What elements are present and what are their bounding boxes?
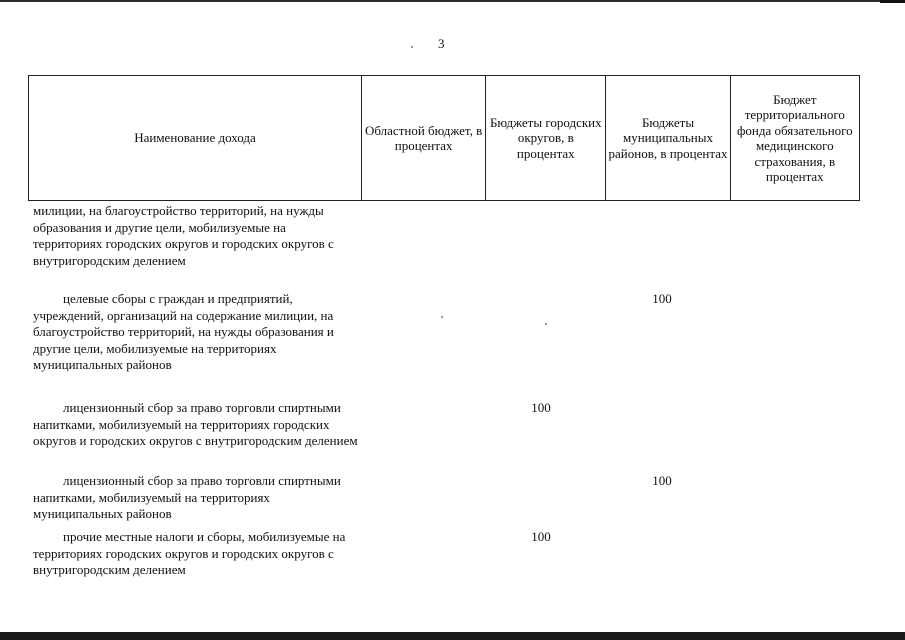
table-row	[33, 291, 358, 374]
table-row	[33, 473, 358, 523]
table-row	[33, 400, 358, 450]
scan-speck	[411, 46, 413, 48]
header-income-name: Наименование дохода	[29, 76, 362, 201]
income-name: лицензионный сбор за право торговли спиртными напитками, мобилизуемый на территориях городских округов и городских округов с внутригородским делением	[33, 400, 358, 448]
scan-edge-top-corner	[880, 0, 905, 3]
scan-edge-bottom	[0, 632, 905, 640]
header-row	[29, 76, 860, 201]
income-name: лицензионный сбор за право торговли спиртными напитками, мобилизуемый на территориях муниципальных районов	[33, 473, 341, 521]
income-name: милиции, на благоустройство территорий, на нужды образования и другие цели, мобилизуемые на территориях городских округов и городских округов с внутригородским делением	[33, 203, 334, 268]
city-value: 100	[531, 529, 551, 544]
scan-speck	[545, 323, 547, 325]
header-regional-budget: Областной бюджет, в процентах	[362, 76, 486, 201]
header-medical-insurance-fund: Бюджет территориального фонда обязательного медицинского страхования, в процентах	[730, 76, 859, 201]
income-name: целевые сборы с граждан и предприятий, учреждений, организаций на содержание милиции, на благоустройство территорий, на нужды образования и другие цели, мобилизуемые на территориях муниципальных районов	[33, 291, 334, 372]
header-city-districts-budget: Бюджеты городских округов, в процентах	[486, 76, 606, 201]
table-row	[33, 203, 358, 269]
municipal-value: 100	[652, 291, 672, 306]
income-name: прочие местные налоги и сборы, мобилизуемые на территориях городских округов и городских округов с внутригородским делением	[33, 529, 346, 577]
page-number: 3	[438, 36, 445, 51]
header-municipal-districts-budget: Бюджеты муниципальных районов, в процентах	[606, 76, 730, 201]
scan-edge-top	[0, 0, 905, 2]
table-header	[28, 75, 860, 201]
city-value: 100	[531, 400, 551, 415]
municipal-value: 100	[652, 473, 672, 488]
scan-speck	[441, 316, 443, 318]
table-row	[33, 529, 358, 579]
